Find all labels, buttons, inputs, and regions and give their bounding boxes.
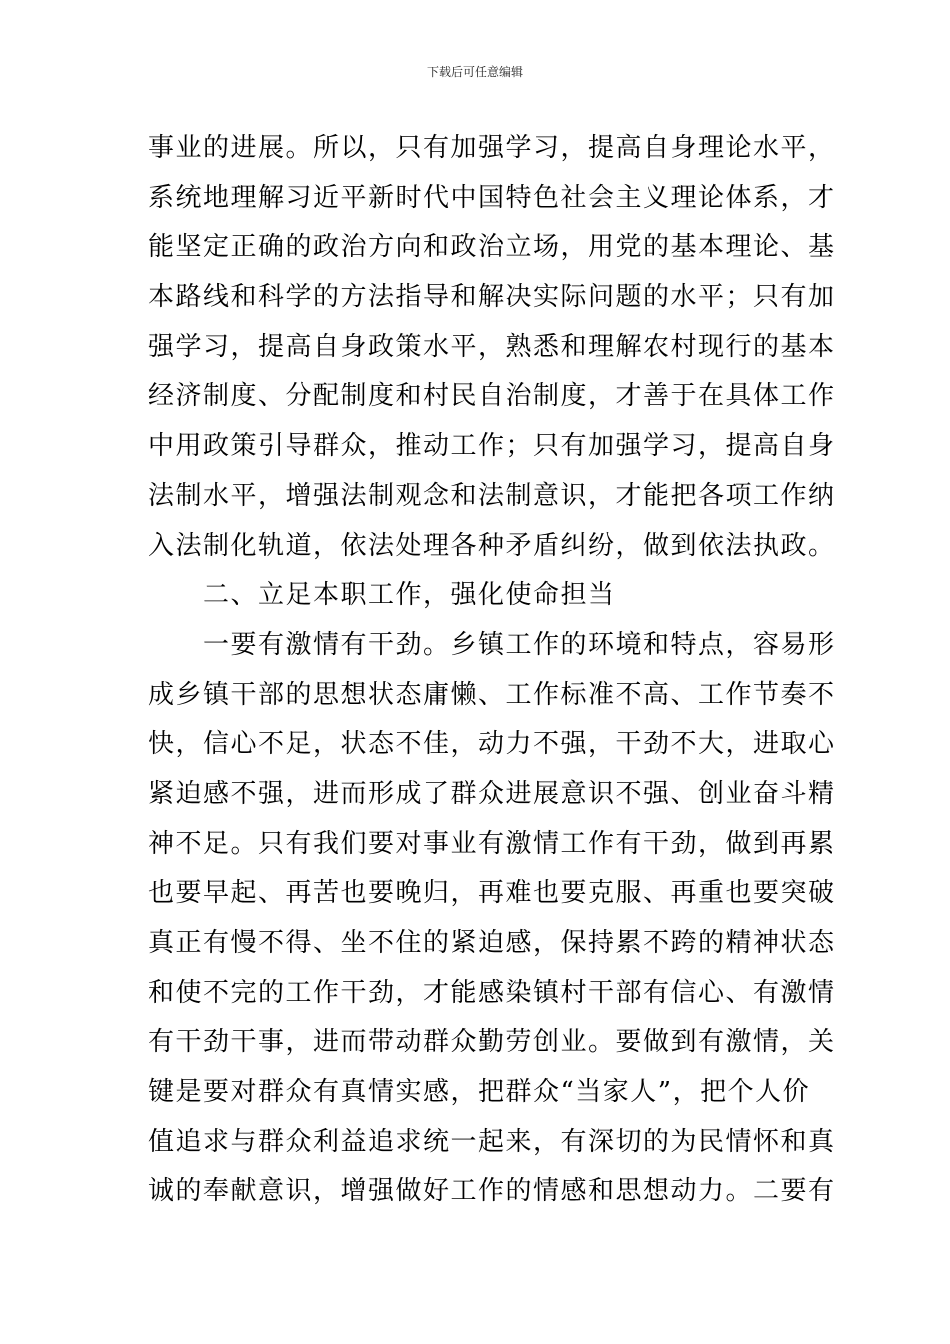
text-line: 快，信心不足，状态不佳，动力不强，干劲不大，进取心	[148, 729, 836, 760]
text-line: 事业的进展。所以，只有加强学习，提高自身理论水平，	[148, 133, 836, 163]
text-line: 法制水平，增强法制观念和法制意识，才能把各项工作纳	[148, 480, 836, 511]
text-line: 本路线和科学的方法指导和解决实际问题的水平；只有加	[148, 282, 836, 313]
text-line: 也要早起、再苦也要晚归，再难也要克服、再重也要突破	[148, 878, 836, 909]
text-line: 真正有慢不得、坐不住的紧迫感，保持累不跨的精神状态	[148, 928, 836, 958]
paragraph-first-line: 一要有激情有干劲。乡镇工作的环境和特点，容易形	[203, 629, 836, 660]
text-line: 成乡镇干部的思想状态庸懒、工作标准不高、工作节奏不	[148, 679, 836, 710]
text-line: 值追求与群众利益追求统一起来，有深切的为民情怀和真	[148, 1126, 836, 1157]
text-line: 和使不完的工作干劲，才能感染镇村干部有信心、有激情	[148, 977, 836, 1008]
text-line: 能坚定正确的政治方向和政治立场，用党的基本理论、基	[148, 232, 836, 263]
text-line: 有干劲干事，进而带动群众勤劳创业。要做到有激情，关	[148, 1027, 836, 1058]
text-line: 系统地理解习近平新时代中国特色社会主义理论体系，才	[148, 182, 836, 213]
text-line: 入法制化轨道，依法处理各种矛盾纠纷，做到依法执政。	[148, 530, 836, 561]
text-line: 强学习，提高自身政策水平，熟悉和理解农村现行的基本	[148, 331, 836, 362]
text-line: 经济制度、分配制度和村民自治制度，才善于在具体工作	[148, 381, 836, 412]
document-body	[148, 124, 836, 1217]
page-header: 下载后可任意编辑	[426, 65, 523, 79]
section-heading: 二、立足本职工作，强化使命担当	[203, 580, 616, 611]
text-line: 中用政策引导群众，推动工作；只有加强学习，提高自身	[148, 431, 836, 462]
text-line: 神不足。只有我们要对事业有激情工作有干劲，做到再累	[148, 828, 836, 859]
text-line: 诚的奉献意识，增强做好工作的情感和思想动力。二要有	[148, 1176, 836, 1207]
text-line: 键是要对群众有真情实感，把群众“当家人”，把个人价	[148, 1077, 811, 1108]
text-line: 紧迫感不强，进而形成了群众进展意识不强、创业奋斗精	[148, 778, 836, 809]
